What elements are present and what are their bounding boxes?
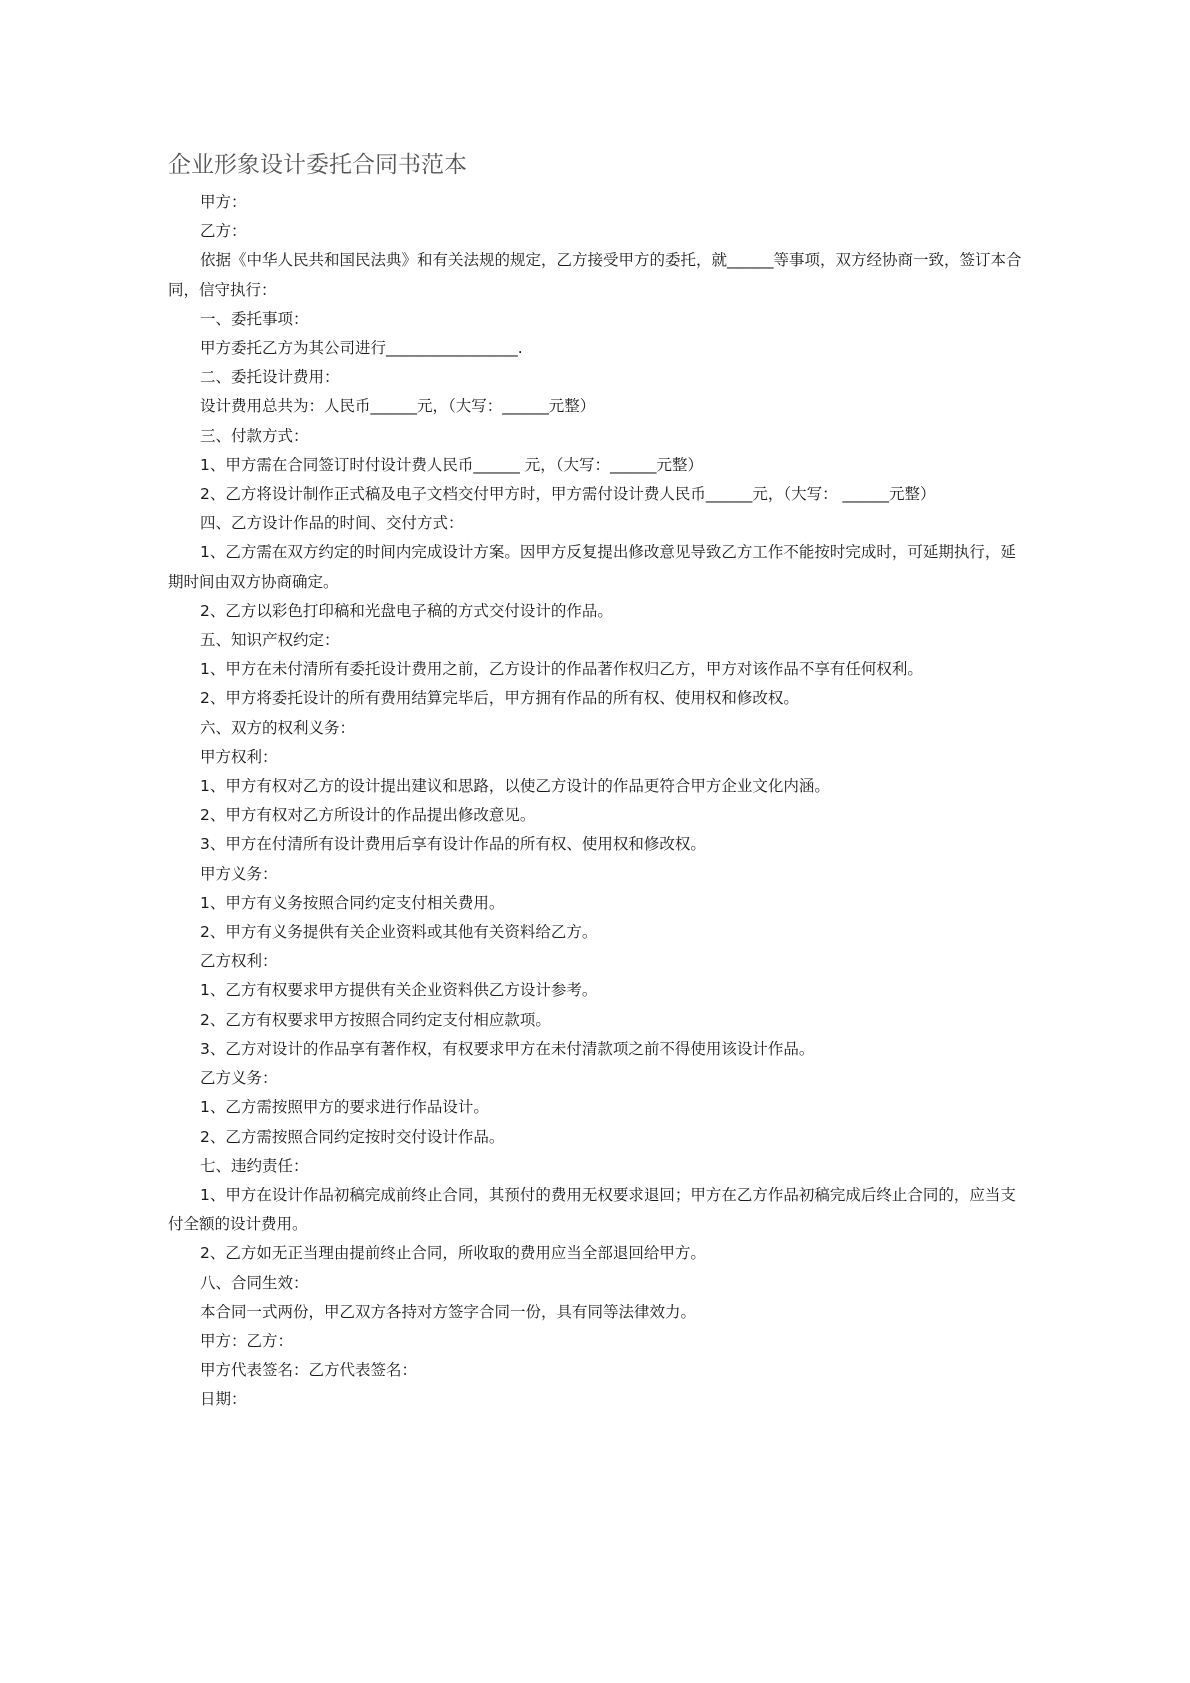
party-b-rights-heading: 乙方权利： [200,952,278,971]
party-b-line: 乙方： [200,222,247,241]
section-7-item-1: 1、甲方在设计作品初稿完成前终止合同，其预付的费用无权要求退回；甲方在乙方作品初稿完成后终止合同的，应当支付全额的设计费用。 [168,1185,1016,1234]
section-5-item-1: 1、甲方在未付清所有委托设计费用之前，乙方设计的作品著作权归乙方，甲方对该作品不享有任何权利。 [200,660,923,679]
party-a-rights-item-3: 3、甲方在付清所有设计费用后享有设计作品的所有权、使用权和修改权。 [200,835,706,854]
section-1-item: 甲方委托乙方为其公司进行_________________. [200,339,523,358]
section-heading-4: 四、乙方设计作品的时间、交付方式： [200,514,464,533]
section-3-item-1: 1、甲方需在合同签订时付设计费人民币______ 元，（大写：______元整） [200,455,704,474]
section-7-item-2: 2、乙方如无正当理由提前终止合同，所收取的费用应当全部退回给甲方。 [200,1244,706,1263]
section-5-item-2: 2、甲方将委托设计的所有费用结算完毕后，甲方拥有作品的所有权、使用权和修改权。 [200,689,799,708]
party-a-duties-heading: 甲方义务： [200,864,278,883]
party-a-duties-item-2: 2、甲方有义务提供有关企业资料或其他有关资料给乙方。 [200,923,598,942]
preamble-paragraph: 依据《中华人民共和国民法典》和有关法规的规定，乙方接受甲方的委托，就______等事项，双方经协商一致，签订本合同，信守执行： [168,251,1022,299]
party-a-rights-heading: 甲方权利： [200,747,278,766]
party-a-line: 甲方： [200,193,247,211]
document-body [168,188,1028,1415]
signature-representatives-line: 甲方代表签名：乙方代表签名： [200,1361,418,1380]
party-a-rights-item-1: 1、甲方有权对乙方的设计提出建议和思路，以使乙方设计的作品更符合甲方企业文化内涵。 [200,777,830,796]
document-title: 企业形象设计委托合同书范本 [168,152,467,178]
section-4-item-1: 1、乙方需在双方约定的时间内完成设计方案。因甲方反复提出修改意见导致乙方工作不能按时完成时，可延期执行，延期时间由双方协商确定。 [168,543,1016,591]
party-b-rights-item-3: 3、乙方对设计的作品享有著作权，有权要求甲方在未付清款项之前不得使用该设计作品。 [200,1039,815,1058]
date-line: 日期： [200,1390,247,1409]
party-b-duties-item-2: 2、乙方需按照合同约定按时交付设计作品。 [200,1127,505,1146]
section-heading-3: 三、付款方式： [200,426,309,445]
section-heading-7: 七、违约责任： [200,1156,309,1175]
signature-parties-line: 甲方：乙方： [200,1331,294,1350]
section-heading-1: 一、委托事项： [200,309,309,328]
section-heading-6: 六、双方的权利义务： [200,718,356,737]
party-b-rights-item-2: 2、乙方有权要求甲方按照合同约定支付相应款项。 [200,1010,551,1029]
section-8-item: 本合同一式两份，甲乙双方各持对方签字合同一份，具有同等法律效力。 [200,1302,697,1321]
section-3-item-2: 2、乙方将设计制作正式稿及电子文档交付甲方时，甲方需付设计费人民币______元，（大写： ______元整） [200,485,936,504]
section-4-item-2: 2、乙方以彩色打印稿和光盘电子稿的方式交付设计的作品。 [200,601,613,620]
party-b-duties-heading: 乙方义务： [200,1069,278,1088]
section-heading-2: 二、委托设计费用： [200,368,340,387]
section-2-item: 设计费用总共为：人民币______元，（大写：______元整） [200,397,596,416]
party-a-rights-item-2: 2、甲方有权对乙方所设计的作品提出修改意见。 [200,806,536,825]
party-b-duties-item-1: 1、乙方需按照甲方的要求进行作品设计。 [200,1098,489,1117]
party-b-rights-item-1: 1、乙方有权要求甲方提供有关企业资料供乙方设计参考。 [200,981,598,1000]
party-a-duties-item-1: 1、甲方有义务按照合同约定支付相关费用。 [200,893,505,912]
section-heading-8: 八、合同生效： [200,1273,309,1292]
section-heading-5: 五、知识产权约定： [200,631,340,650]
